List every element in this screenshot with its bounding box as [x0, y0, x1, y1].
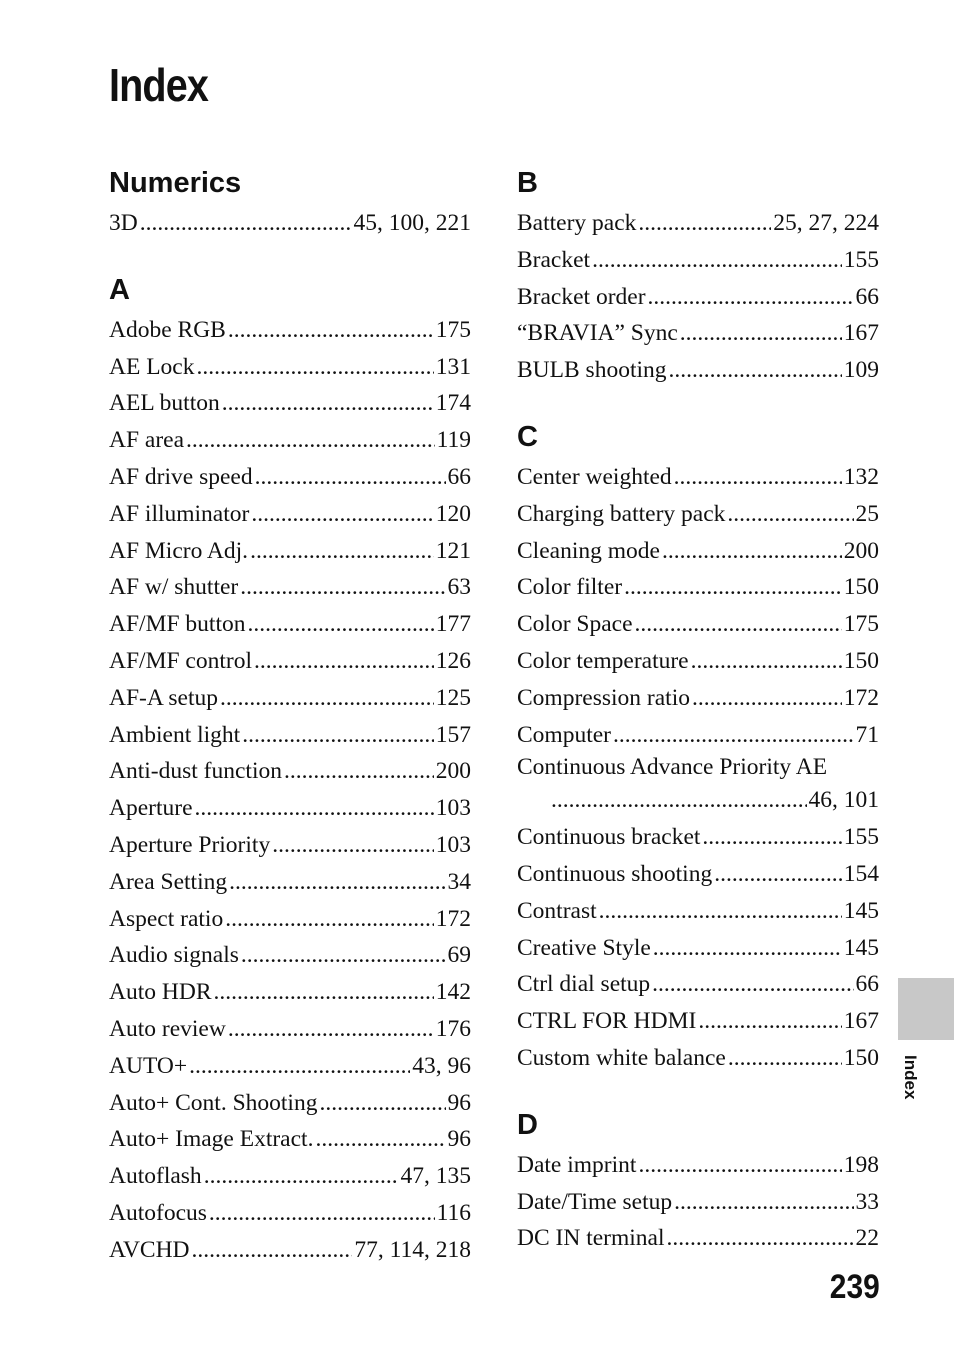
dot-leader	[228, 1011, 434, 1048]
index-entry	[517, 856, 879, 893]
index-entry	[517, 1040, 879, 1077]
entry-pages: 175	[843, 611, 879, 638]
entry-term: Aperture	[109, 795, 193, 822]
dot-leader	[728, 1040, 842, 1077]
index-entry	[109, 1195, 471, 1232]
dot-leader	[624, 569, 842, 606]
dot-leader	[638, 205, 771, 242]
dot-leader	[653, 930, 842, 967]
index-entry	[517, 717, 879, 754]
entry-pages: 175	[435, 316, 471, 343]
entry-pages: 200	[843, 537, 879, 564]
entry-pages: 167	[843, 1008, 879, 1035]
index-entry	[109, 753, 471, 790]
dot-leader	[680, 315, 842, 352]
entry-pages: 63	[447, 574, 471, 601]
index-entry	[109, 205, 471, 242]
entry-pages: 145	[843, 897, 879, 924]
entry-term: Battery pack	[517, 210, 637, 236]
index-entry	[517, 1003, 879, 1040]
dot-leader	[727, 496, 853, 533]
index-entry	[517, 930, 879, 967]
entry-term: BULB shooting	[517, 357, 667, 384]
dot-leader	[691, 643, 842, 680]
dot-leader	[635, 606, 842, 643]
entry-term: Date/Time setup	[517, 1188, 673, 1215]
entry-term: Creative Style	[517, 934, 651, 961]
dot-leader	[698, 1003, 841, 1040]
section-gap	[517, 1077, 879, 1107]
index-entry	[517, 205, 879, 242]
dot-leader	[319, 1085, 445, 1122]
entry-term: AF w/ shutter	[109, 574, 239, 601]
entry-pages: 142	[435, 979, 471, 1006]
section-heading: D	[517, 1108, 538, 1141]
entry-term: Auto+ Image Extract.	[109, 1126, 314, 1153]
entry-term: Area Setting	[109, 868, 228, 895]
dot-leader	[272, 827, 434, 864]
dot-leader	[220, 680, 434, 717]
section-gap	[517, 389, 879, 419]
entry-pages: 103	[435, 831, 471, 858]
page-number: 239	[830, 1268, 880, 1306]
index-entry	[109, 643, 471, 680]
entry-pages: 66	[855, 971, 879, 998]
dot-leader	[197, 349, 434, 386]
index-entry	[517, 496, 879, 533]
index-entry	[517, 753, 879, 819]
entry-term: Charging battery pack	[517, 500, 726, 527]
entry-pages: 121	[435, 537, 471, 564]
dot-leader	[189, 1048, 410, 1085]
entry-pages: 174	[435, 390, 471, 417]
side-tab-label: Index	[901, 1055, 920, 1100]
entry-pages: 131	[435, 353, 471, 380]
section-heading: A	[109, 273, 130, 306]
dot-leader	[242, 717, 434, 754]
entry-pages: 103	[435, 795, 471, 822]
entry-pages: 96	[447, 1089, 471, 1116]
entry-term: Continuous bracket	[517, 824, 701, 851]
entry-term: Cleaning mode	[517, 537, 660, 564]
index-entry	[517, 680, 879, 717]
index-entry	[517, 643, 879, 680]
section-heading: C	[517, 420, 538, 453]
entry-pages: 167	[843, 320, 879, 347]
entry-pages: 155	[843, 246, 879, 273]
dot-leader	[225, 901, 434, 938]
index-entry	[109, 790, 471, 827]
index-entry	[109, 1048, 471, 1085]
section-heading: B	[517, 167, 538, 199]
entry-pages: 25	[855, 500, 879, 527]
entry-pages: 22	[855, 1225, 879, 1252]
section-gap	[109, 242, 471, 272]
entry-pages: 120	[435, 500, 471, 527]
entry-term: AF/MF button	[109, 611, 246, 638]
entry-pages: 132	[843, 463, 879, 490]
entry-pages: 176	[435, 1015, 471, 1042]
entry-pages: 119	[436, 427, 471, 454]
index-entry	[517, 279, 879, 316]
entry-term: AF/MF control	[109, 647, 252, 674]
entry-pages: 172	[843, 684, 879, 711]
entry-pages: 125	[435, 684, 471, 711]
entry-term: Color temperature	[517, 647, 689, 674]
dot-leader	[204, 1158, 399, 1195]
entry-pages: 150	[843, 647, 879, 674]
index-section-b	[517, 165, 879, 389]
entry-term: AF illuminator	[109, 500, 250, 527]
entry-term: AUTO+	[109, 1052, 188, 1079]
entry-pages: 45, 100, 221	[353, 210, 471, 236]
entry-pages: 154	[843, 860, 879, 887]
dot-leader	[222, 385, 434, 422]
dot-leader	[599, 893, 842, 930]
index-entry	[109, 937, 471, 974]
index-entry	[109, 1011, 471, 1048]
dot-leader	[228, 312, 434, 349]
entry-term: Ambient light	[109, 721, 241, 748]
entry-term: AF drive speed	[109, 463, 253, 490]
index-entry	[517, 1147, 879, 1184]
index-entry	[517, 606, 879, 643]
entry-term: Autofocus	[109, 1199, 207, 1226]
entry-term: AEL button	[109, 390, 220, 417]
entry-term: AF Micro Adj.	[109, 537, 249, 564]
entry-pages: 157	[435, 721, 471, 748]
entry-pages: 33	[855, 1188, 879, 1215]
dot-leader	[667, 1220, 854, 1257]
entry-pages: 109	[843, 357, 879, 384]
index-entry	[517, 242, 879, 279]
entry-term: Custom white balance	[517, 1044, 726, 1071]
entry-pages: 77, 114, 218	[354, 1236, 471, 1263]
entry-term: Auto+ Cont. Shooting	[109, 1089, 318, 1116]
index-entry	[517, 1220, 879, 1257]
dot-leader	[669, 352, 842, 389]
entry-pages: 150	[843, 574, 879, 601]
index-column-left	[109, 165, 471, 1269]
entry-term: Continuous Advance Priority AE	[517, 754, 828, 781]
dot-leader	[140, 205, 352, 242]
entry-term: Autoflash	[109, 1163, 202, 1190]
dot-leader	[214, 974, 434, 1011]
index-entry	[517, 1184, 879, 1221]
index-entry	[109, 533, 471, 570]
entry-pages: 155	[843, 824, 879, 851]
dot-leader	[638, 1147, 841, 1184]
entry-pages: 116	[436, 1199, 471, 1226]
entry-term: Aspect ratio	[109, 905, 224, 932]
dot-leader	[186, 422, 435, 459]
index-entry	[517, 533, 879, 570]
dot-leader	[315, 1121, 445, 1158]
entry-term: Continuous shooting	[517, 860, 713, 887]
index-entry	[109, 312, 471, 349]
dot-leader	[674, 459, 842, 496]
index-entry	[109, 349, 471, 386]
entry-pages: 66	[855, 283, 879, 310]
dot-leader	[551, 782, 807, 819]
entry-term: AE Lock	[109, 353, 195, 380]
index-entry	[109, 1085, 471, 1122]
dot-leader	[209, 1195, 435, 1232]
index-entry	[517, 893, 879, 930]
entry-term: Aperture Priority	[109, 831, 271, 858]
index-section-d	[517, 1107, 879, 1257]
entry-term: Color filter	[517, 574, 623, 601]
section-heading: Numerics	[109, 167, 242, 199]
entry-term: Bracket	[517, 246, 591, 273]
dot-leader	[251, 496, 433, 533]
index-entry	[109, 606, 471, 643]
entry-term: Audio signals	[109, 942, 239, 969]
entry-pages: 177	[435, 611, 471, 638]
dot-leader	[255, 459, 446, 496]
entry-pages: 71	[855, 721, 879, 748]
entry-pages: 66	[447, 463, 471, 490]
index-entry	[109, 459, 471, 496]
entry-pages: 43, 96	[412, 1052, 471, 1079]
dot-leader	[247, 606, 433, 643]
entry-pages: 34	[447, 868, 471, 895]
dot-leader	[613, 717, 854, 754]
dot-leader	[229, 864, 445, 901]
entry-term: AF-A setup	[109, 684, 219, 711]
index-entry	[109, 1121, 471, 1158]
entry-term: CTRL FOR HDMI	[517, 1008, 697, 1035]
entry-term: Contrast	[517, 897, 597, 924]
dot-leader	[714, 856, 842, 893]
entry-term: Compression ratio	[517, 684, 690, 711]
dot-leader	[662, 533, 842, 570]
entry-pages: 96	[447, 1126, 471, 1153]
entry-term: Anti-dust function	[109, 758, 282, 785]
index-entry	[109, 901, 471, 938]
entry-term: Bracket order	[517, 283, 646, 310]
index-entry	[109, 569, 471, 606]
entry-pages: 198	[843, 1151, 879, 1178]
entry-pages: 126	[435, 647, 471, 674]
dot-leader	[648, 279, 854, 316]
index-entry	[517, 352, 879, 389]
entry-term: Auto HDR	[109, 979, 212, 1006]
entry-pages: 47, 135	[400, 1163, 471, 1190]
index-entry	[109, 974, 471, 1011]
index-entry	[109, 717, 471, 754]
index-entry	[109, 827, 471, 864]
entry-term: Ctrl dial setup	[517, 971, 651, 998]
index-entry	[109, 496, 471, 533]
entry-term: “BRAVIA” Sync	[517, 320, 678, 347]
dot-leader	[284, 753, 434, 790]
page-title: Index	[109, 59, 209, 111]
index-entry	[517, 966, 879, 1003]
entry-term: Center weighted	[517, 463, 672, 490]
entry-pages: 172	[435, 905, 471, 932]
entry-pages: 150	[843, 1044, 879, 1071]
index-section-a	[109, 272, 471, 1269]
index-entry	[109, 864, 471, 901]
index-entry	[517, 569, 879, 606]
dot-leader	[592, 242, 842, 279]
entry-term: 3D	[109, 210, 138, 236]
entry-pages: 200	[435, 758, 471, 785]
index-entry	[517, 819, 879, 856]
entry-term: Adobe RGB	[109, 316, 226, 343]
dot-leader	[241, 937, 446, 974]
index-entry	[109, 385, 471, 422]
entry-term: Color Space	[517, 611, 633, 638]
entry-term: DC IN terminal	[517, 1225, 665, 1252]
dot-leader	[652, 966, 853, 1003]
index-column-right	[517, 165, 879, 1257]
entry-term: AF area	[109, 427, 185, 454]
dot-leader	[240, 569, 445, 606]
index-entry	[109, 1158, 471, 1195]
entry-continuation	[517, 782, 879, 819]
entry-term: AVCHD	[109, 1236, 190, 1263]
dot-leader	[674, 1184, 853, 1221]
index-entry	[517, 459, 879, 496]
dot-leader	[250, 533, 434, 570]
index-entry	[109, 422, 471, 459]
side-tab-marker	[898, 978, 954, 1040]
index-entry	[109, 680, 471, 717]
entry-pages: 69	[447, 942, 471, 969]
index-entry	[517, 315, 879, 352]
dot-leader	[254, 643, 434, 680]
dot-leader	[702, 819, 841, 856]
dot-leader	[192, 1232, 353, 1269]
entry-pages: 46, 101	[808, 787, 879, 814]
index-section-c	[517, 419, 879, 1077]
entry-pages: 145	[843, 934, 879, 961]
dot-leader	[692, 680, 842, 717]
index-section-numerics	[109, 165, 471, 242]
entry-term: Computer	[517, 721, 611, 748]
index-entry	[109, 1232, 471, 1269]
dot-leader	[195, 790, 434, 827]
entry-pages: 25, 27, 224	[773, 210, 879, 236]
entry-term: Date imprint	[517, 1151, 637, 1178]
entry-term: Auto review	[109, 1015, 226, 1042]
